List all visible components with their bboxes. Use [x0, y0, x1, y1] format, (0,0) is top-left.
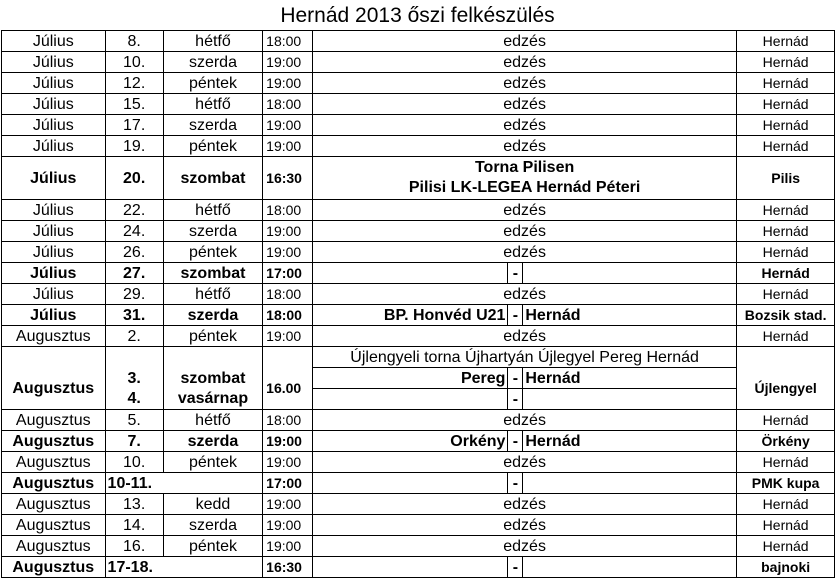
- day-cell: 10.: [105, 52, 163, 73]
- table-row: [2, 452, 835, 473]
- event-cell: edzés: [312, 200, 736, 221]
- month-cell: Július: [2, 157, 106, 200]
- time-cell: 16:30: [263, 157, 313, 200]
- location-cell: Hernád: [737, 410, 835, 431]
- location-cell: Hernád: [737, 31, 835, 52]
- table-row: [2, 221, 835, 242]
- day-cell: 2.: [105, 326, 163, 347]
- month-cell: [2, 347, 106, 368]
- event-home-cell: Pereg: [312, 368, 508, 389]
- location-cell: Hernád: [737, 136, 835, 157]
- weekday-cell: péntek: [163, 136, 262, 157]
- time-cell: 19:00: [263, 52, 313, 73]
- table-row: [2, 136, 835, 157]
- table-row: [2, 200, 835, 221]
- location-cell: Hernád: [737, 242, 835, 263]
- weekday-cell: szombat: [163, 368, 262, 389]
- day-cell: 31.: [105, 305, 163, 326]
- time-cell: 19:00: [263, 242, 313, 263]
- table-row: [2, 326, 835, 347]
- weekday-cell: hétfő: [163, 200, 262, 221]
- event-cell: edzés: [312, 452, 736, 473]
- weekday-cell: szerda: [163, 221, 262, 242]
- location-cell: Újlengyel: [737, 368, 835, 410]
- time-cell: 18:00: [263, 284, 313, 305]
- month-cell: Augusztus: [2, 557, 106, 578]
- time-cell: [263, 347, 313, 368]
- table-row: [2, 94, 835, 115]
- event-cell: edzés: [312, 410, 736, 431]
- time-cell: 17:00: [263, 263, 313, 284]
- month-cell: Augusztus: [2, 515, 106, 536]
- event-away-cell: Hernád: [523, 431, 737, 452]
- table-row: [2, 557, 835, 578]
- time-cell: 19:00: [263, 326, 313, 347]
- time-cell: 19:00: [263, 536, 313, 557]
- day-cell: 17-18.: [105, 557, 263, 578]
- table-row: [2, 368, 835, 389]
- month-cell: Július: [2, 221, 106, 242]
- location-cell: PMK kupa: [737, 473, 835, 494]
- month-cell: Július: [2, 284, 106, 305]
- time-cell: 19:00: [263, 494, 313, 515]
- time-cell: 18:00: [263, 410, 313, 431]
- table-row: [2, 410, 835, 431]
- weekday-cell: szerda: [163, 305, 262, 326]
- time-cell: 18:00: [263, 31, 313, 52]
- dash-cell: -: [508, 389, 523, 410]
- table-row: [2, 263, 835, 284]
- time-cell: 19:00: [263, 452, 313, 473]
- event-cell: edzés: [312, 242, 736, 263]
- event-cell: edzés: [312, 31, 736, 52]
- day-cell: 14.: [105, 515, 163, 536]
- month-cell: Augusztus: [2, 368, 106, 410]
- time-cell: 19:00: [263, 221, 313, 242]
- day-cell: 5.: [105, 410, 163, 431]
- time-cell: 18:00: [263, 305, 313, 326]
- day-cell: 19.: [105, 136, 163, 157]
- month-cell: Augusztus: [2, 536, 106, 557]
- event-cell: edzés: [312, 326, 736, 347]
- location-cell: Hernád: [737, 73, 835, 94]
- page-title: Hernád 2013 őszi felkészülés: [280, 4, 555, 27]
- location-cell: [737, 347, 835, 368]
- month-cell: Július: [2, 115, 106, 136]
- location-cell: Bozsik stad.: [737, 305, 835, 326]
- day-cell: 12.: [105, 73, 163, 94]
- month-cell: Augusztus: [2, 452, 106, 473]
- day-cell: 16.: [105, 536, 163, 557]
- event-cell: edzés: [312, 94, 736, 115]
- time-cell: 19:00: [263, 115, 313, 136]
- event-away-cell: Hernád: [523, 368, 737, 389]
- table-row: [2, 115, 835, 136]
- month-cell: Július: [2, 31, 106, 52]
- dash-cell: -: [508, 557, 523, 578]
- location-cell: Hernád: [737, 536, 835, 557]
- month-cell: Július: [2, 94, 106, 115]
- day-cell: 4.: [105, 389, 163, 410]
- event-home-cell: Orkény: [312, 431, 508, 452]
- weekday-cell: hétfő: [163, 410, 262, 431]
- weekday-cell: [163, 347, 262, 368]
- event-cell: edzés: [312, 221, 736, 242]
- table-row: [2, 494, 835, 515]
- time-cell: 19:00: [263, 431, 313, 452]
- weekday-cell: hétfő: [163, 284, 262, 305]
- event-line-1: Torna Pilisen: [474, 159, 575, 176]
- event-cell: edzés: [312, 284, 736, 305]
- event-home-cell: BP. Honvéd U21: [312, 305, 508, 326]
- month-cell: Július: [2, 136, 106, 157]
- event-home-cell: [312, 389, 508, 410]
- event-home-cell: [312, 263, 508, 284]
- time-cell: 18:00: [263, 200, 313, 221]
- day-cell: 10.: [105, 452, 163, 473]
- weekday-cell: péntek: [163, 73, 262, 94]
- month-cell: Augusztus: [2, 410, 106, 431]
- event-away-cell: [523, 557, 737, 578]
- location-cell: Hernád: [737, 221, 835, 242]
- event-line-2: Pilisi LK-LEGEA Hernád Péteri: [408, 179, 641, 196]
- weekday-cell: hétfő: [163, 94, 262, 115]
- table-row: [2, 347, 835, 368]
- day-cell: 15.: [105, 94, 163, 115]
- month-cell: Augusztus: [2, 494, 106, 515]
- day-cell: 20.: [105, 157, 163, 200]
- table-row: [2, 52, 835, 73]
- dash-cell: -: [508, 431, 523, 452]
- weekday-cell: szerda: [163, 515, 262, 536]
- event-cell: edzés: [312, 52, 736, 73]
- time-cell: 19:00: [263, 136, 313, 157]
- month-cell: Július: [2, 242, 106, 263]
- dash-cell: -: [508, 305, 523, 326]
- time-cell: 18:00: [263, 94, 313, 115]
- table-row: [2, 305, 835, 326]
- month-cell: Augusztus: [2, 326, 106, 347]
- table-row: [2, 515, 835, 536]
- table-row: [2, 284, 835, 305]
- weekday-cell: szombat: [163, 263, 262, 284]
- weekday-cell: kedd: [163, 494, 262, 515]
- schedule-table: [1, 30, 835, 578]
- time-cell: 19:00: [263, 73, 313, 94]
- event-cell: edzés: [312, 136, 736, 157]
- month-cell: Július: [2, 305, 106, 326]
- event-away-cell: [523, 263, 737, 284]
- event-cell: edzés: [312, 494, 736, 515]
- location-cell: bajnoki: [737, 557, 835, 578]
- location-cell: Hernád: [737, 115, 835, 136]
- location-cell: Hernád: [737, 326, 835, 347]
- table-row: [2, 536, 835, 557]
- dash-cell: -: [508, 263, 523, 284]
- time-cell: 19:00: [263, 515, 313, 536]
- event-away-cell: Hernád: [523, 305, 737, 326]
- weekday-cell: szerda: [163, 115, 262, 136]
- table-row: [2, 473, 835, 494]
- table-row: [2, 73, 835, 94]
- event-away-cell: [523, 389, 737, 410]
- location-cell: Hernád: [737, 494, 835, 515]
- day-cell: 13.: [105, 494, 163, 515]
- day-cell: 26.: [105, 242, 163, 263]
- weekday-cell: péntek: [163, 452, 262, 473]
- location-cell: Hernád: [737, 52, 835, 73]
- day-cell: 24.: [105, 221, 163, 242]
- time-cell: 16:30: [263, 557, 313, 578]
- location-cell: Hernád: [737, 200, 835, 221]
- location-cell: Hernád: [737, 263, 835, 284]
- dash-cell: -: [508, 368, 523, 389]
- month-cell: Július: [2, 73, 106, 94]
- month-cell: Július: [2, 263, 106, 284]
- event-cell: edzés: [312, 536, 736, 557]
- month-cell: Július: [2, 200, 106, 221]
- day-cell: 10-11.: [105, 473, 263, 494]
- event-cell: edzés: [312, 515, 736, 536]
- day-cell: 22.: [105, 200, 163, 221]
- event-home-cell: [312, 557, 508, 578]
- day-cell: 17.: [105, 115, 163, 136]
- month-cell: Augusztus: [2, 431, 106, 452]
- dash-cell: -: [508, 473, 523, 494]
- weekday-cell: péntek: [163, 536, 262, 557]
- day-cell: 3.: [105, 368, 163, 389]
- event-away-cell: [523, 473, 737, 494]
- location-cell: Örkény: [737, 431, 835, 452]
- month-cell: Július: [2, 52, 106, 73]
- event-cell: edzés: [312, 73, 736, 94]
- event-header-cell: Újlengyeli torna Újhartyán Újlegyel Pereg Hernád: [312, 347, 736, 368]
- table-row: [2, 431, 835, 452]
- table-row: [2, 242, 835, 263]
- location-cell: Pilis: [737, 157, 835, 200]
- time-cell: 16.00: [263, 368, 313, 410]
- weekday-cell: péntek: [163, 242, 262, 263]
- location-cell: Hernád: [737, 94, 835, 115]
- day-cell: 7.: [105, 431, 163, 452]
- time-cell: 17:00: [263, 473, 313, 494]
- month-cell: Augusztus: [2, 473, 106, 494]
- table-row: [2, 31, 835, 52]
- event-cell: edzés: [312, 115, 736, 136]
- table-row: [2, 389, 835, 410]
- day-cell: 27.: [105, 263, 163, 284]
- location-cell: Hernád: [737, 452, 835, 473]
- weekday-cell: szombat: [163, 157, 262, 200]
- table-row: [2, 157, 835, 200]
- day-cell: 29.: [105, 284, 163, 305]
- weekday-cell: hétfő: [163, 31, 262, 52]
- event-cell: [312, 157, 736, 200]
- event-home-cell: [312, 473, 508, 494]
- location-cell: Hernád: [737, 515, 835, 536]
- day-cell: 8.: [105, 31, 163, 52]
- weekday-cell: szerda: [163, 52, 262, 73]
- weekday-cell: péntek: [163, 326, 262, 347]
- weekday-cell: vasárnap: [163, 389, 262, 410]
- day-cell: [105, 347, 163, 368]
- weekday-cell: szerda: [163, 431, 262, 452]
- location-cell: Hernád: [737, 284, 835, 305]
